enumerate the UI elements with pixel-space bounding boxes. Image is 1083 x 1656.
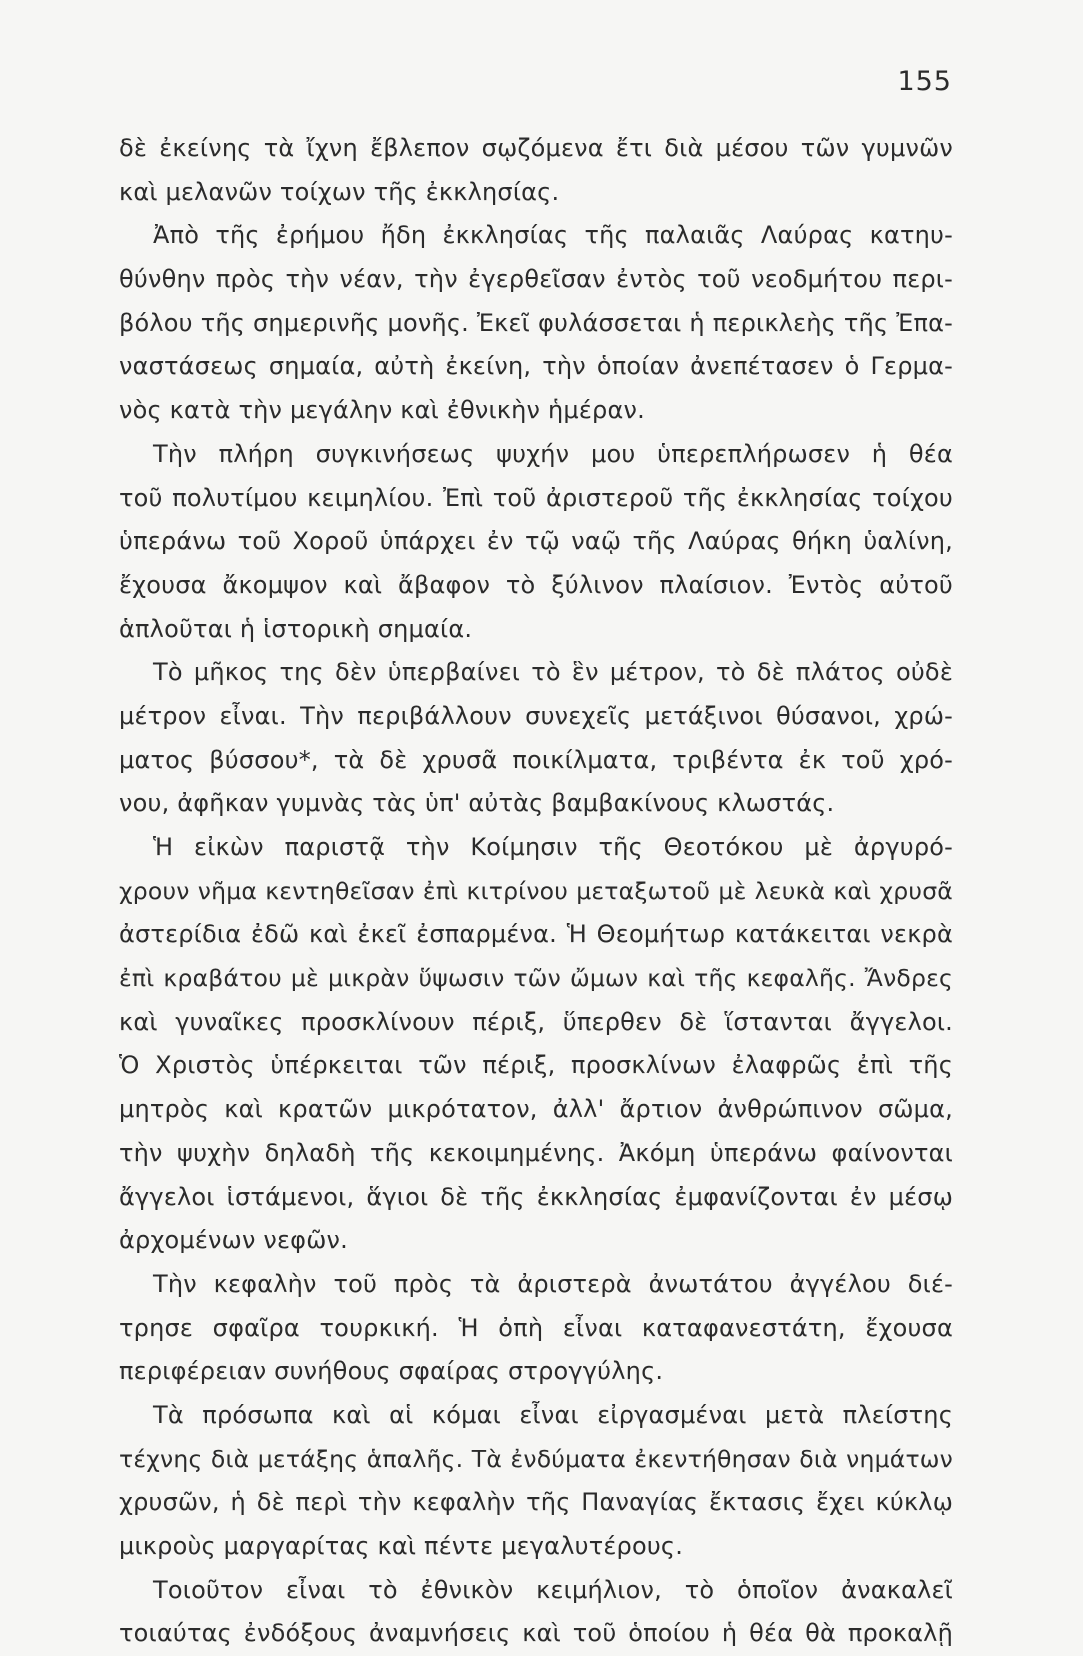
text-line: θύνθην πρὸς τὴν νέαν, τὴν ἐγερθεῖσαν ἐντὸς τοῦ νεοδμήτου περι-	[119, 265, 953, 294]
text-line: Τοιοῦτον εἶναι τὸ ἐθνικὸν κειμήλιον, τὸ ὁποῖον ἀνακαλεῖ	[153, 1575, 953, 1604]
text-line: ματος βύσσου*, τὰ δὲ χρυσᾶ ποικίλματα, τριβέντα ἐκ τοῦ χρό-	[119, 745, 953, 774]
text-line: ναστάσεως σημαία, αὐτὴ ἐκείνη, τὴν ὁποίαν ἀνεπέτασεν ὁ Γερμα-	[119, 352, 953, 381]
text-line: ἔχουσα ἄκομψον καὶ ἄβαφον τὸ ξύλινον πλαίσιον. Ἐντὸς αὐτοῦ	[119, 570, 953, 599]
body-text	[119, 127, 953, 1656]
text-line: περιφέρειαν συνήθους σφαίρας στρογγύλης.	[119, 1357, 664, 1386]
text-line: τρησε σφαῖρα τουρκική. Ἡ ὀπὴ εἶναι καταφανεστάτη, ἔχουσα	[119, 1313, 953, 1342]
text-line: τοῦ πολυτίμου κειμηλίου. Ἐπὶ τοῦ ἀριστεροῦ τῆς ἐκκλησίας τοίχου	[119, 483, 953, 512]
text-line: μέτρον εἶναι. Τὴν περιβάλλουν συνεχεῖς μετάξινοι θύσανοι, χρώ-	[119, 701, 953, 730]
text-line: μητρὸς καὶ κρατῶν μικρότατον, ἀλλ' ἄρτιον ἀνθρώπινον σῶμα,	[119, 1095, 953, 1124]
text-line: Τὴν πλήρη συγκινήσεως ψυχήν μου ὑπερεπλήρωσεν ἡ θέα	[153, 439, 953, 468]
text-line: βόλου τῆς σημερινῆς μονῆς. Ἐκεῖ φυλάσσεται ἡ περικλεὴς τῆς Ἐπα-	[119, 308, 953, 337]
text-line: καὶ μελανῶν τοίχων τῆς ἐκκλησίας.	[119, 177, 560, 206]
text-line: καὶ γυναῖκες προσκλίνουν πέριξ, ὕπερθεν δὲ ἵστανται ἄγγελοι.	[119, 1007, 953, 1036]
text-line: τοιαύτας ἐνδόξους ἀναμνήσεις καὶ τοῦ ὁποίου ἡ θέα θὰ προκαλῇ	[119, 1619, 953, 1648]
text-line: τέχνης διὰ μετάξης ἁπαλῆς. Τὰ ἐνδύματα ἐκεντήθησαν διὰ νημάτων	[119, 1444, 953, 1473]
text-line: Ὁ Χριστὸς ὑπέρκειται τῶν πέριξ, προσκλίνων ἐλαφρῶς ἐπὶ τῆς	[119, 1051, 953, 1080]
text-line: Τὸ μῆκος της δὲν ὑπερβαίνει τὸ ἓν μέτρον, τὸ δὲ πλάτος οὐδὲ	[153, 658, 953, 687]
text-line: Ἡ εἰκὼν παριστᾷ τὴν Κοίμησιν τῆς Θεοτόκου μὲ ἀργυρό-	[153, 833, 953, 861]
text-line: χρυσῶν, ἡ δὲ περὶ τὴν κεφαλὴν τῆς Παναγίας ἔκτασις ἔχει κύκλῳ	[119, 1488, 953, 1517]
text-line: ἀρχομένων νεφῶν.	[119, 1226, 348, 1255]
text-line: νὸς κατὰ τὴν μεγάλην καὶ ἐθνικὴν ἡμέραν.	[119, 396, 645, 425]
page-number: 155	[897, 66, 952, 97]
text-line: ἐπὶ κραβάτου μὲ μικρὰν ὕψωσιν τῶν ὤμων καὶ τῆς κεφαλῆς. Ἄνδρες	[119, 964, 953, 993]
text-line: δὲ ἐκείνης τὰ ἴχνη ἔβλεπον σῳζόμενα ἔτι διὰ μέσου τῶν γυμνῶν	[119, 134, 953, 162]
text-line: τὴν ψυχὴν δηλαδὴ τῆς κεκοιμημένης. Ἀκόμη ὑπεράνω φαίνονται	[119, 1138, 953, 1167]
text-line: ἀστερίδια ἐδῶ καὶ ἐκεῖ ἐσπαρμένα. Ἡ Θεομήτωρ κατάκειται νεκρὰ	[119, 920, 953, 949]
text-line: ἄγγελοι ἱστάμενοι, ἅγιοι δὲ τῆς ἐκκλησίας ἐμφανίζονται ἐν μέσῳ	[119, 1182, 953, 1211]
text-line: Τὴν κεφαλὴν τοῦ πρὸς τὰ ἀριστερὰ ἀνωτάτου ἀγγέλου διέ-	[153, 1269, 953, 1298]
text-line: ὑπεράνω τοῦ Χοροῦ ὑπάρχει ἐν τῷ ναῷ τῆς Λαύρας θήκη ὑαλίνη,	[119, 527, 953, 556]
text-line: νου, ἀφῆκαν γυμνὰς τὰς ὑπ' αὐτὰς βαμβακίνους κλωστάς.	[119, 789, 835, 818]
text-line: μικροὺς μαργαρίτας καὶ πέντε μεγαλυτέρους.	[119, 1532, 684, 1560]
text-line: Τὰ πρόσωπα καὶ αἱ κόμαι εἶναι εἰργασμέναι μετὰ πλείστης	[153, 1400, 953, 1429]
text-line: χρουν νῆμα κεντηθεῖσαν ἐπὶ κιτρίνου μεταξωτοῦ μὲ λευκὰ καὶ χρυσᾶ	[119, 876, 953, 905]
text-line: Ἀπὸ τῆς ἐρήμου ἤδη ἐκκλησίας τῆς παλαιᾶς Λαύρας κατηυ-	[153, 221, 953, 250]
text-line: ἁπλοῦται ἡ ἱστορικὴ σημαία.	[119, 614, 473, 643]
